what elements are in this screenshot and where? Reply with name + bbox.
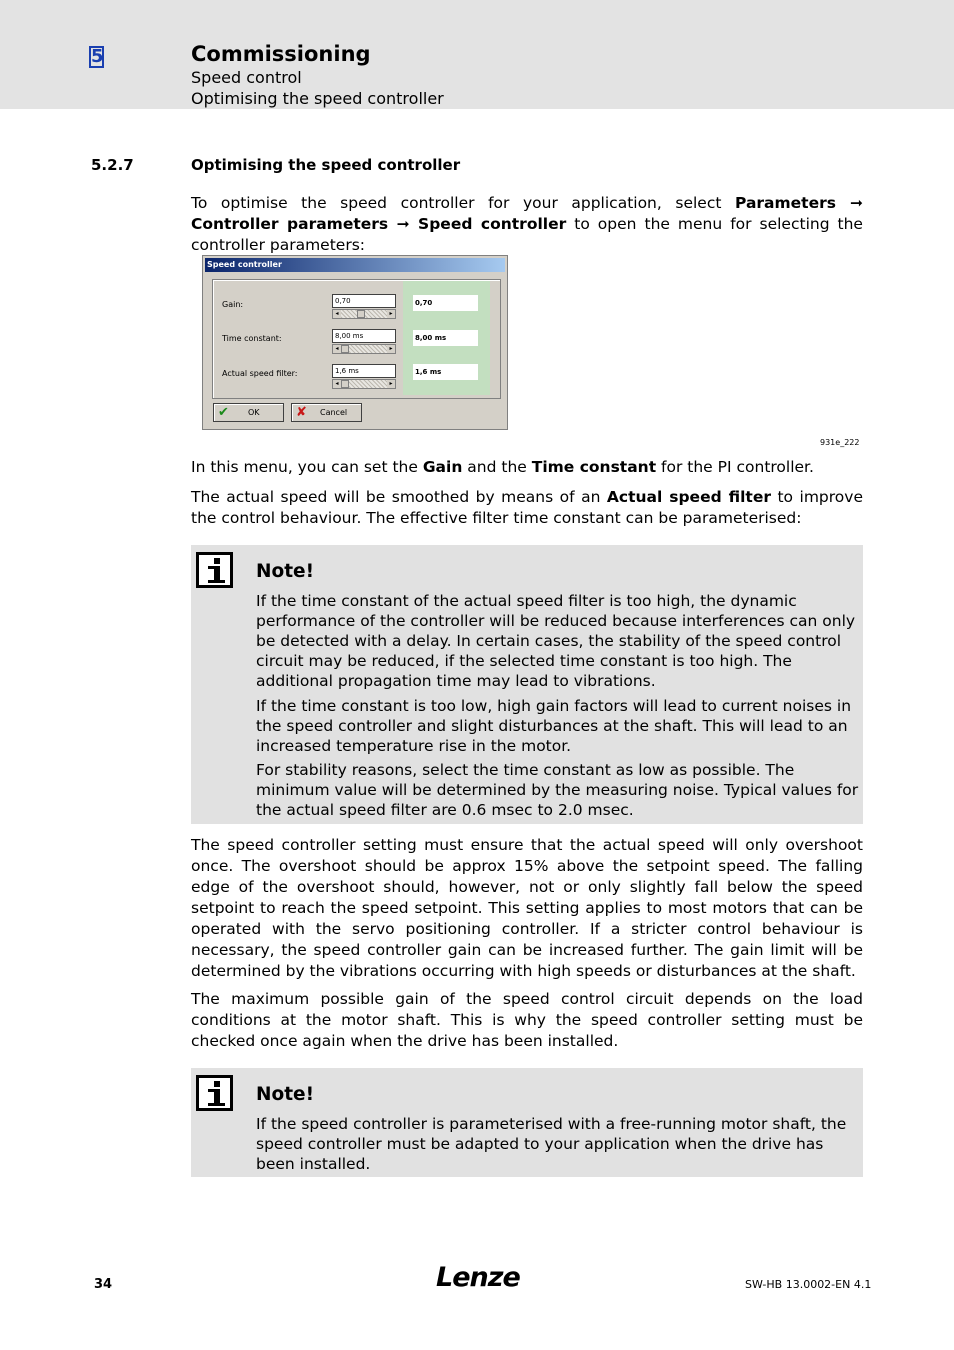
checkmark-icon: ✔: [218, 405, 229, 420]
chapter-number: 5: [91, 46, 104, 67]
paragraph-max-gain: The maximum possible gain of the speed control circuit depends on the load conditions at the motor shaft. This is why the speed controller setting must be checked once again when the drive has been installed.: [191, 990, 863, 1050]
time-constant-slider-track[interactable]: [332, 344, 396, 354]
section-title: Optimising the speed controller: [191, 156, 461, 174]
note-paragraph: If the time constant of the actual speed filter is too high, the dynamic performance of the controller will be reduced because interferences can only be detected with a delay. In certain cases, the stability of the speed control circuit may be reduced, if the selected time constant is too high. The additional propagation time may lead to vibrations.: [256, 592, 856, 690]
time-constant-slider-value[interactable]: 8,00 ms: [332, 329, 396, 343]
note-title: Note!: [256, 561, 315, 582]
note-paragraph: For stability reasons, select the time constant as low as possible. The minimum value will be determined by the measuring noise. Typical values for the actual speed filter are 0.6 msec to 2.0 msec.: [256, 761, 859, 819]
actual-speed-filter-value: 1,6 ms: [413, 364, 478, 380]
gain-value: 0,70: [413, 295, 478, 311]
header-band: [0, 0, 954, 109]
ok-button-label: OK: [248, 408, 260, 417]
header-subtitle-2: Optimising the speed controller: [191, 89, 444, 108]
scroll-right-icon[interactable]: ▸: [387, 380, 395, 388]
time-constant-label: Time constant:: [222, 334, 282, 343]
info-icon: [196, 552, 233, 588]
cross-icon: ✘: [296, 405, 307, 420]
note-box: [191, 1068, 863, 1177]
dialog-title-bar: Speed controller: [205, 258, 505, 272]
actual-speed-filter-slider-thumb[interactable]: [341, 380, 349, 388]
actual-speed-filter-slider-track[interactable]: [332, 379, 396, 389]
scroll-left-icon[interactable]: ◂: [333, 310, 341, 318]
time-constant-slider-thumb[interactable]: [341, 345, 349, 353]
paragraph-filter: The actual speed will be smoothed by means of an Actual speed filter to improve the control behaviour. The effective filter time constant can be parameterised:: [191, 488, 863, 527]
note-paragraph: If the speed controller is parameterised with a free-running motor shaft, the speed controller must be adapted to your application when the drive has been installed.: [256, 1115, 847, 1173]
scroll-left-icon[interactable]: ◂: [333, 345, 341, 353]
intro-paragraph: To optimise the speed controller for your application, select Parameters ➞ Controller parameters ➞ Speed controller to open the menu for selecting the controller parameters:: [191, 194, 863, 254]
actual-speed-filter-label: Actual speed filter:: [222, 369, 298, 378]
gain-slider[interactable]: [332, 294, 396, 321]
cancel-button[interactable]: [291, 403, 362, 422]
info-icon: [196, 1075, 233, 1111]
actual-speed-filter-slider-value[interactable]: 1,6 ms: [332, 364, 396, 378]
page-number: 34: [94, 1277, 113, 1292]
gain-slider-thumb[interactable]: [357, 310, 365, 318]
actual-speed-filter-slider[interactable]: [332, 364, 396, 391]
ok-button[interactable]: [213, 403, 284, 422]
scroll-right-icon[interactable]: ▸: [387, 345, 395, 353]
document-id: SW-HB 13.0002-EN 4.1: [745, 1278, 872, 1291]
chapter-title: Commissioning: [191, 42, 371, 66]
note-paragraph: If the time constant is too low, high gain factors will lead to current noises in the speed controller and slight disturbances at the shaft. This will lead to an increased temperature rise in the motor.: [256, 697, 852, 755]
paragraph-gain: In this menu, you can set the Gain and the Time constant for the PI controller.: [191, 458, 814, 476]
paragraph-overshoot: The speed controller setting must ensure that the actual speed will only overshoot once. The overshoot should be approx 15% above the setpoint speed. The falling edge of the overshoot should, however, not or only slightly fall below the speed setpoint to reach the speed setpoint. This setting applies to most motors that can be operated with the servo positioning controller. If a stricter control behaviour is necessary, the speed controller gain can be increased further. The gain limit will be determined by the vibrations occurring with high speeds or disturbances at the shaft.: [191, 836, 863, 980]
section-number: 5.2.7: [91, 156, 134, 174]
speed-controller-dialog: [202, 255, 508, 430]
note-title: Note!: [256, 1084, 315, 1105]
scroll-right-icon[interactable]: ▸: [387, 310, 395, 318]
gain-label: Gain:: [222, 300, 244, 309]
note-box: [191, 545, 863, 824]
gain-slider-value[interactable]: 0,70: [332, 294, 396, 308]
figure-id: 931e_222: [820, 438, 860, 447]
lenze-logo: Lenze: [436, 1262, 520, 1293]
header-subtitle-1: Speed control: [191, 68, 302, 87]
time-constant-slider[interactable]: [332, 329, 396, 356]
gain-slider-track[interactable]: [332, 309, 396, 319]
scroll-left-icon[interactable]: ◂: [333, 380, 341, 388]
cancel-button-label: Cancel: [320, 408, 348, 417]
time-constant-value: 8,00 ms: [413, 330, 478, 346]
